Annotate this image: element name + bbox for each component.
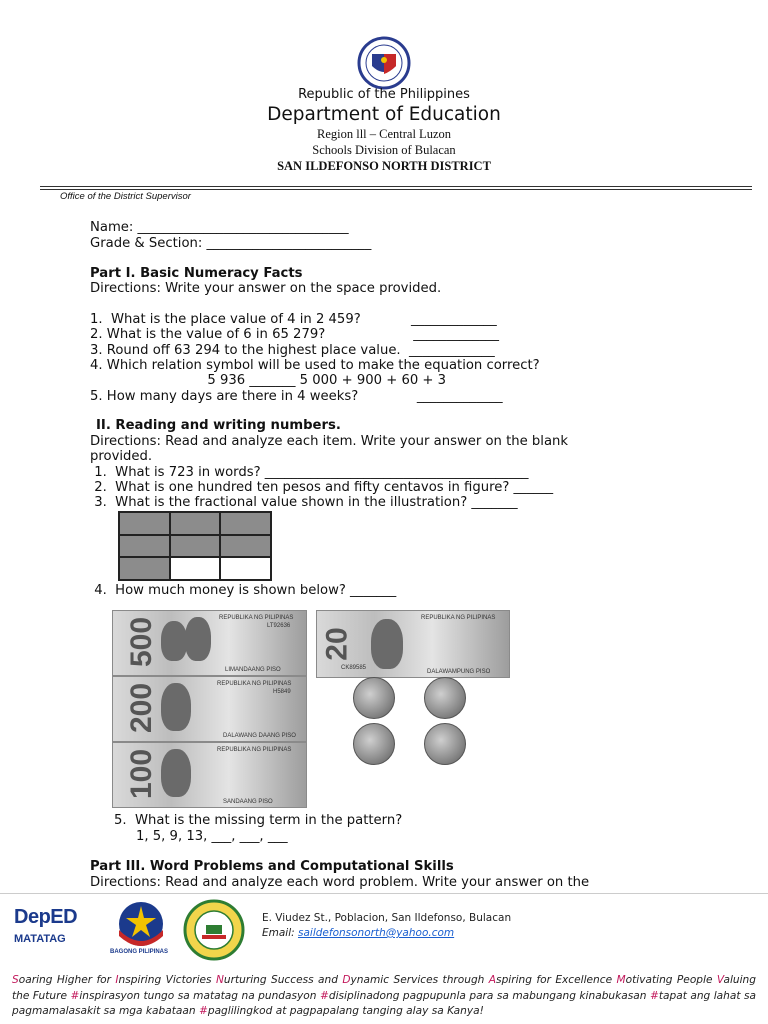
deped-seal-icon	[350, 36, 418, 90]
part1-item-4: 4. Which relation symbol will be used to make the equation correct?	[90, 358, 540, 373]
coin-icon	[353, 723, 395, 765]
part2-title: II. Reading and writing numbers.	[96, 418, 341, 433]
republic-text: Republic of the Philippines	[298, 87, 470, 102]
bill-500-denomination: 500	[125, 616, 159, 668]
matatag-logo-text: MATATAG	[14, 933, 66, 945]
header-rule-bottom	[40, 189, 752, 190]
bill-200-denomination: 200	[125, 682, 159, 734]
grid-cell-shaded	[170, 512, 221, 535]
part1-title: Part I. Basic Numeracy Facts	[90, 266, 303, 281]
part2-directions: Directions: Read and analyze each item. Write your answer on the blank	[90, 434, 569, 449]
grid-cell-empty	[220, 557, 271, 580]
part2-item-4: 4. How much money is shown below? _______	[90, 583, 397, 598]
fraction-grid	[118, 511, 272, 581]
bill-20-denomination: 20	[320, 627, 354, 661]
part3-directions: Directions: Read and analyze each word problem. Write your answer on the	[90, 875, 590, 890]
grid-cell-shaded	[119, 512, 170, 535]
part3-title: Part III. Word Problems and Computational Skills	[90, 859, 454, 874]
bill-100	[112, 742, 307, 808]
part1-item-1: 1. What is the place value of 4 in 2 459? _____________	[90, 312, 497, 327]
grid-cell-shaded	[220, 512, 271, 535]
grid-cell-shaded	[119, 557, 170, 580]
grid-cell-empty	[170, 557, 221, 580]
deped-logo-text: DepED	[14, 906, 78, 928]
coin-icon	[424, 723, 466, 765]
footer-address: E. Viudez St., Poblacion, San Ildefonso, Bulacan	[262, 912, 512, 924]
part2-directions-cont: provided.	[90, 449, 153, 464]
part1-item-3: 3. Round off 63 294 to the highest place value. _____________	[90, 343, 495, 358]
footer-email-row	[262, 926, 454, 941]
part2-item-1: 1. What is 723 in words? ________________________________________	[90, 465, 529, 480]
department-title: Department of Education	[267, 104, 501, 125]
bill-500-text: LIMANDAANG PISO	[225, 667, 281, 673]
grade-section-field[interactable]: Grade & Section: _________________________	[90, 236, 372, 251]
bill-20	[316, 610, 510, 678]
district-title: SAN ILDEFONSO NORTH DISTRICT	[277, 159, 491, 173]
bill-200	[112, 676, 307, 742]
bill-200-label: REPUBLIKA NG PILIPINAS	[217, 681, 292, 687]
district-slogan: Soaring Higher for Inspiring Victories Nurturing Success and Dynamic Services through Aspiring for Excellence Motivating People Valuing the Future #inspirasyon tungo sa matatag na pundasyon #disiplinadong pagpupunla para sa mabungang kinabukasan #tapat ang lahat sa pagmamalasakit sa mga kabataan #paglilingkod at pagpapalang tanging alay sa Kanya!	[12, 974, 757, 1018]
grid-cell-shaded	[220, 535, 271, 558]
part2-item-2: 2. What is one hundred ten pesos and fifty centavos in figure? ______	[90, 480, 554, 495]
bill-500	[112, 610, 307, 676]
part2-item-5: 5. What is the missing term in the pattern?	[114, 813, 403, 828]
bill-500-serial: LT92636	[267, 623, 291, 629]
footer-email-label: Email:	[262, 927, 299, 939]
division-text: Schools Division of Bulacan	[312, 143, 456, 157]
part1-item-2: 2. What is the value of 6 in 65 279? _____________	[90, 327, 499, 342]
part1-directions: Directions: Write your answer on the space provided.	[90, 281, 442, 296]
header-rule-top	[40, 186, 752, 187]
bill-100-denomination: 100	[125, 748, 159, 800]
district-seal-icon	[182, 899, 246, 961]
deped-matatag-logo	[14, 906, 102, 956]
bagong-pilipinas-caption: BAGONG PILIPINAS	[110, 949, 169, 955]
name-field[interactable]: Name: ________________________________	[90, 220, 349, 235]
bill-500-label: REPUBLIKA NG PILIPINAS	[219, 615, 294, 621]
grid-cell-shaded	[119, 535, 170, 558]
part1-item-5: 5. How many days are there in 4 weeks? _____________	[90, 389, 503, 404]
region-text: Region lll – Central Luzon	[316, 127, 451, 141]
grid-cell-shaded	[170, 535, 221, 558]
part2-item-3: 3. What is the fractional value shown in the illustration? _______	[90, 495, 518, 510]
bill-200-text: DALAWANG DAANG PISO	[223, 733, 296, 739]
part1-item-4-equation: 5 936 _______ 5 000 + 900 + 60 + 3	[90, 373, 447, 388]
bill-20-serial: CK89585	[341, 665, 367, 671]
bill-200-serial: H5849	[273, 689, 291, 695]
footer-divider	[0, 893, 768, 894]
bill-100-label: REPUBLIKA NG PILIPINAS	[217, 747, 292, 753]
part2-item-5-sequence: 1, 5, 9, 13, ___, ___, ___	[136, 829, 288, 844]
bill-20-label: REPUBLIKA NG PILIPINAS	[421, 615, 496, 621]
bill-20-text: DALAWAMPUNG PISO	[427, 669, 491, 675]
bill-100-text: SANDAANG PISO	[223, 799, 273, 805]
coin-icon	[424, 677, 466, 719]
footer-email-link[interactable]: saildefonsonorth@yahoo.com	[298, 927, 455, 939]
office-label: Office of the District Supervisor	[60, 191, 191, 202]
coin-icon	[353, 677, 395, 719]
